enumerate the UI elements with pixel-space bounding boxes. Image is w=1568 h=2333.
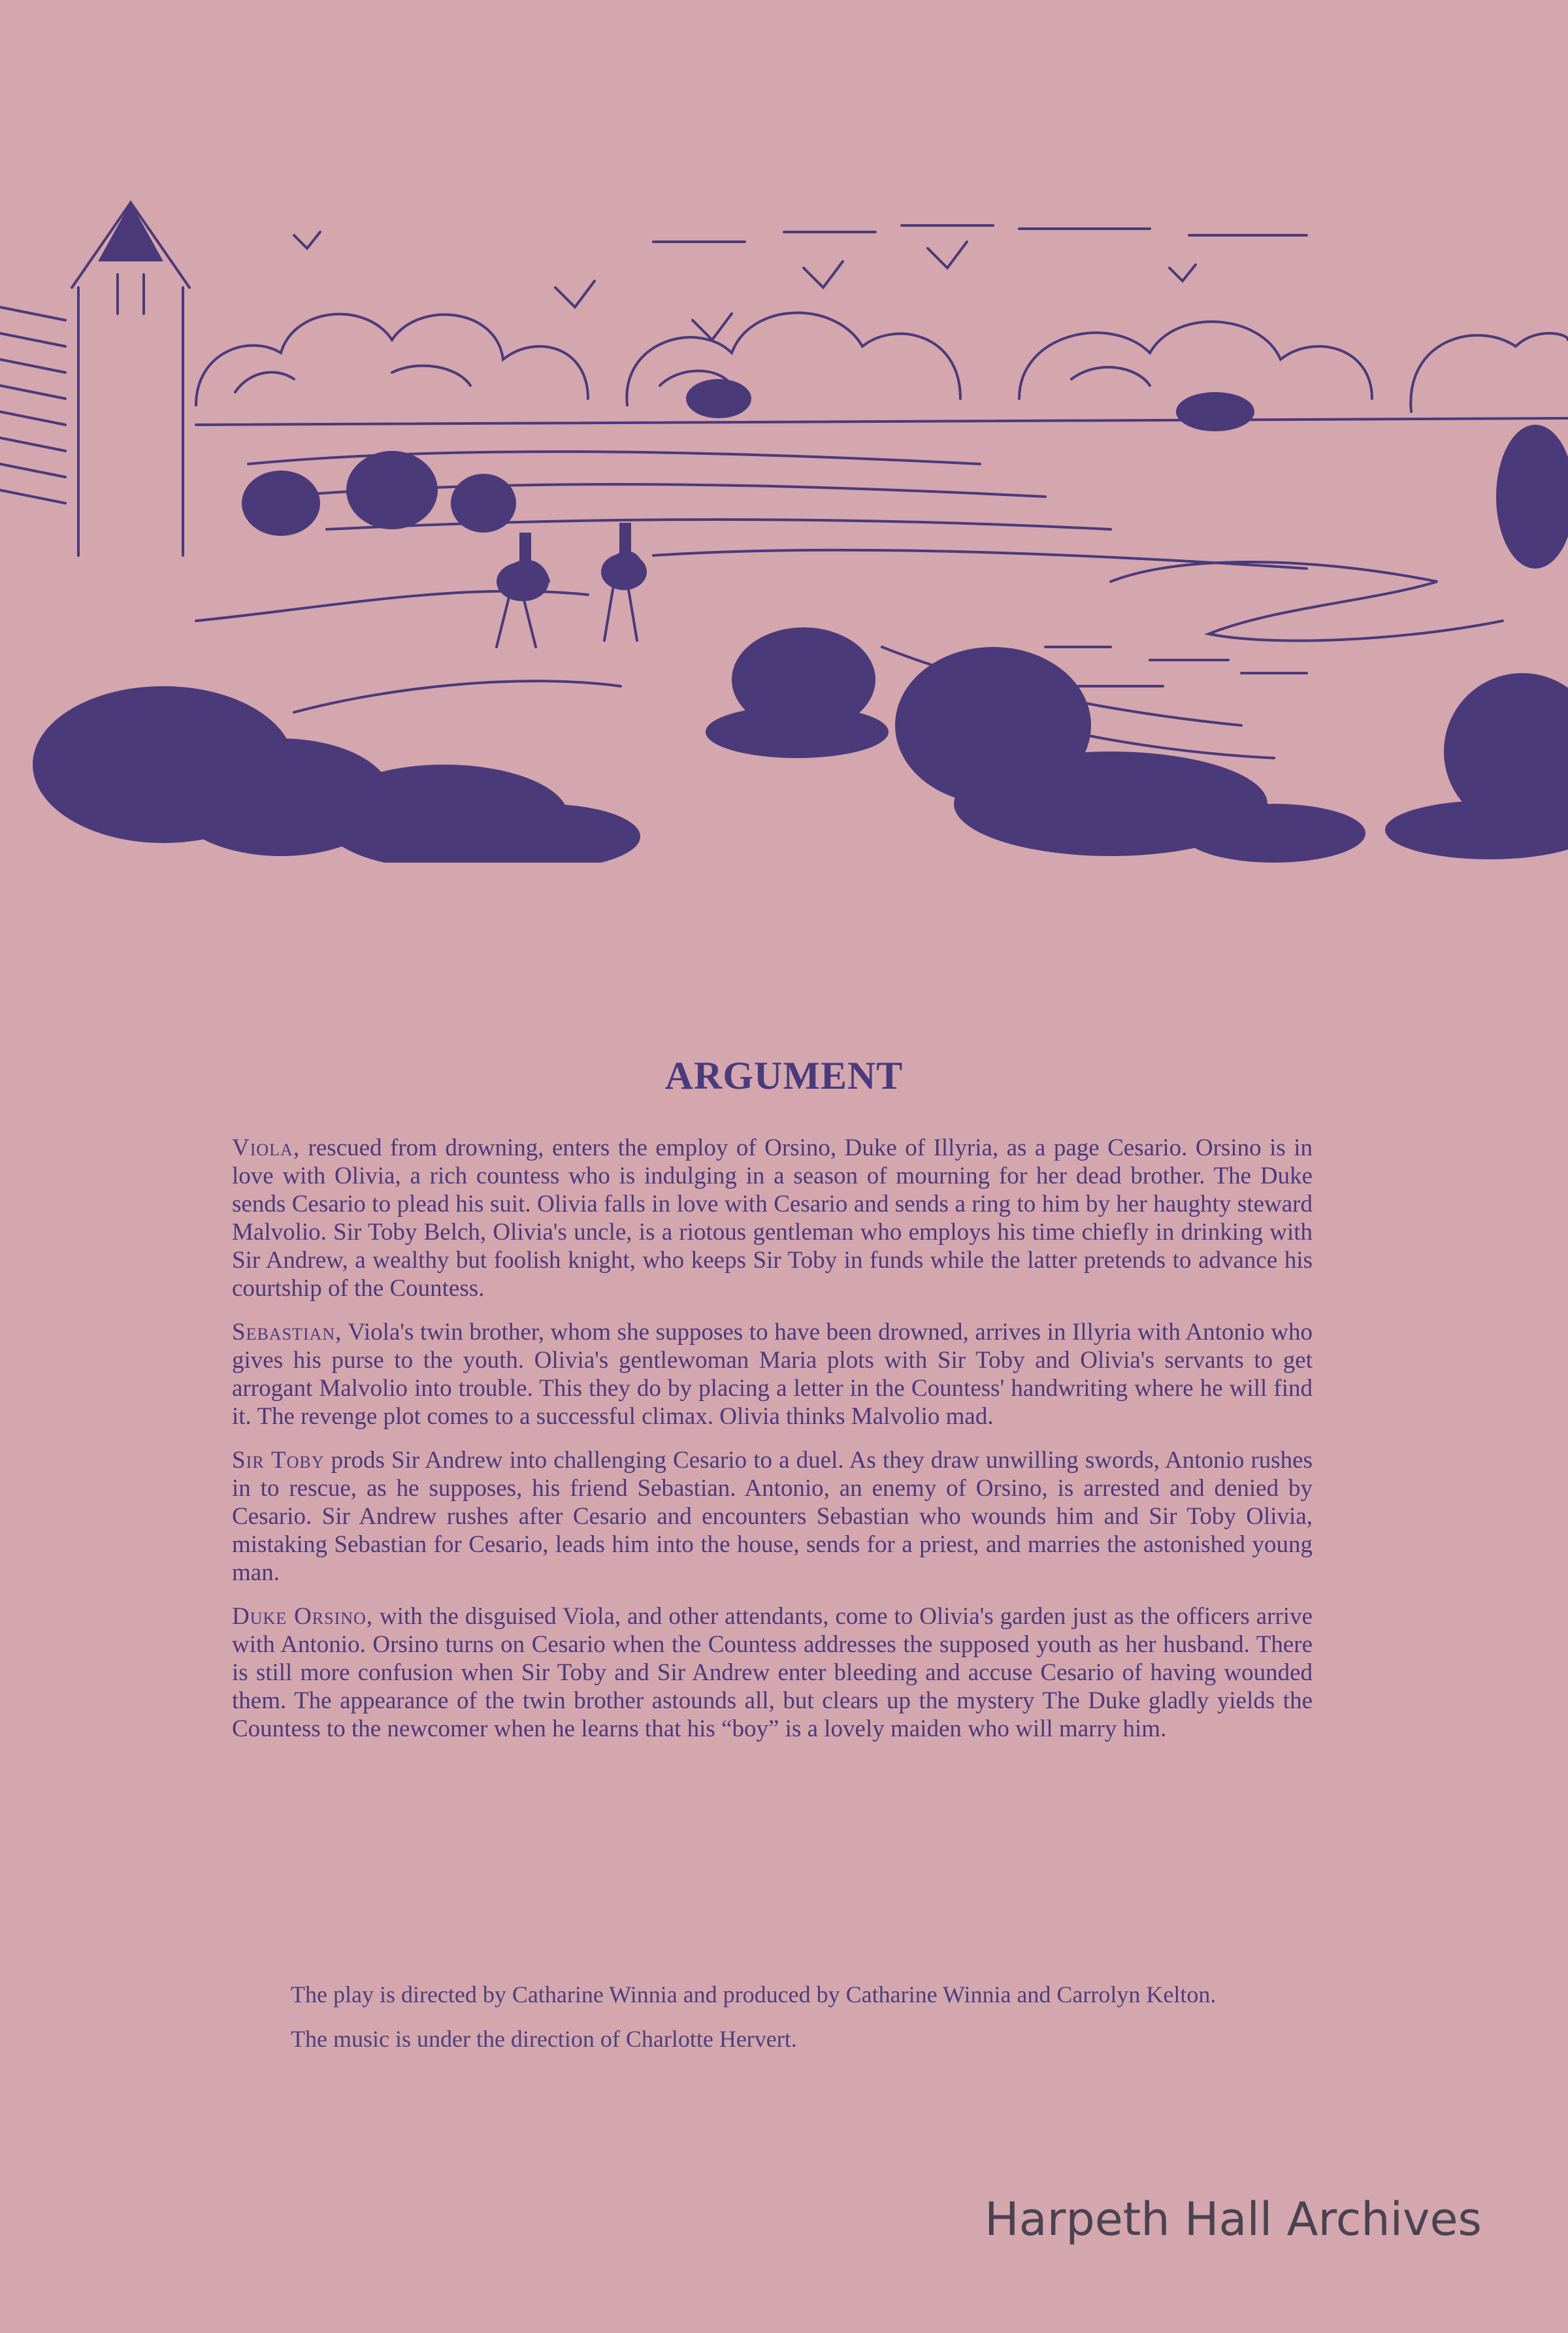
paragraph-duke-orsino xyxy=(232,1602,1313,1743)
landscape-illustration xyxy=(0,190,1568,863)
paragraph-sebastian xyxy=(232,1318,1313,1431)
paragraph-lead: Viola, xyxy=(232,1134,301,1161)
paragraph-lead: Sebastian, xyxy=(232,1319,342,1346)
paragraph-lead: Sir Toby xyxy=(232,1447,325,1474)
archive-watermark: Harpeth Hall Archives xyxy=(985,2192,1482,2246)
paragraph-lead: Duke Orsino, xyxy=(232,1603,374,1630)
paragraph-body: Viola's twin brother, whom she supposes to have been drowned, arrives in Illyria with Antonio who gives his purse to the youth. Olivia's gentlewoman Maria plots with Sir Toby and Olivia's servants to get arrogant Malvolio into trouble. This they do by placing a letter in the Countess' handwriting where he will find it. The revenge plot comes to a successful climax. Olivia thinks Malvolio mad. xyxy=(232,1319,1313,1430)
argument-heading: ARGUMENT xyxy=(664,1054,904,1097)
paragraph-body: with the disguised Viola, and other attendants, come to Olivia's garden just as the officers arrive with Antonio. Orsino turns on Cesario when the Countess addresses the supposed youth as her husband. There is still more confusion when Sir Toby and Sir Andrew enter bleeding and accuse Cesario of having wounded them. The appearance of the twin brother astounds all, but clears up the mystery The Duke gladly yields the Countess to the newcomer when he learns that his “boy” is a lovely maiden who will marry him. xyxy=(232,1603,1313,1742)
paragraph-body: rescued from drowning, enters the employ of Orsino, Duke of Illyria, as a page Cesario. Orsino is in love with Olivia, a rich countess who is indulging in a season of mourning for her dead brother. The Duke sends Cesario to plead his suit. Olivia falls in love with Cesario and sends a ring to him by her haughty steward Malvolio. Sir Toby Belch, Olivia's uncle, is a riotous gentleman who employs his time chiefly in drinking with Sir Andrew, a wealthy but foolish knight, who keeps Sir Toby in funds while the latter pretends to advance his courtship of the Countess. xyxy=(232,1134,1313,1302)
paragraph-viola xyxy=(232,1134,1313,1302)
argument-text xyxy=(232,1134,1313,1759)
music-credit: The music is under the direction of Charlotte Hervert. xyxy=(291,2026,797,2052)
production-credits xyxy=(232,1980,1303,2069)
director-credit: The play is directed by Catharine Winnia and produced by Catharine Winnia and Carrolyn Kelton. xyxy=(291,1981,1217,2008)
paragraph-body: prods Sir Andrew into challenging Cesario to a duel. As they draw unwilling swords, Antonio rushes in to rescue, as he supposes, his friend Sebastian. Antonio, an enemy of Orsino, is arrested and denied by Cesario. Sir Andrew rushes after Cesario and encounters Sebastian who wounds him and Sir Toby Olivia, mistaking Sebastian for Cesario, leads him into the house, sends for a priest, and marries the astonished young man. xyxy=(232,1447,1313,1586)
paragraph-sir-toby xyxy=(232,1446,1313,1587)
